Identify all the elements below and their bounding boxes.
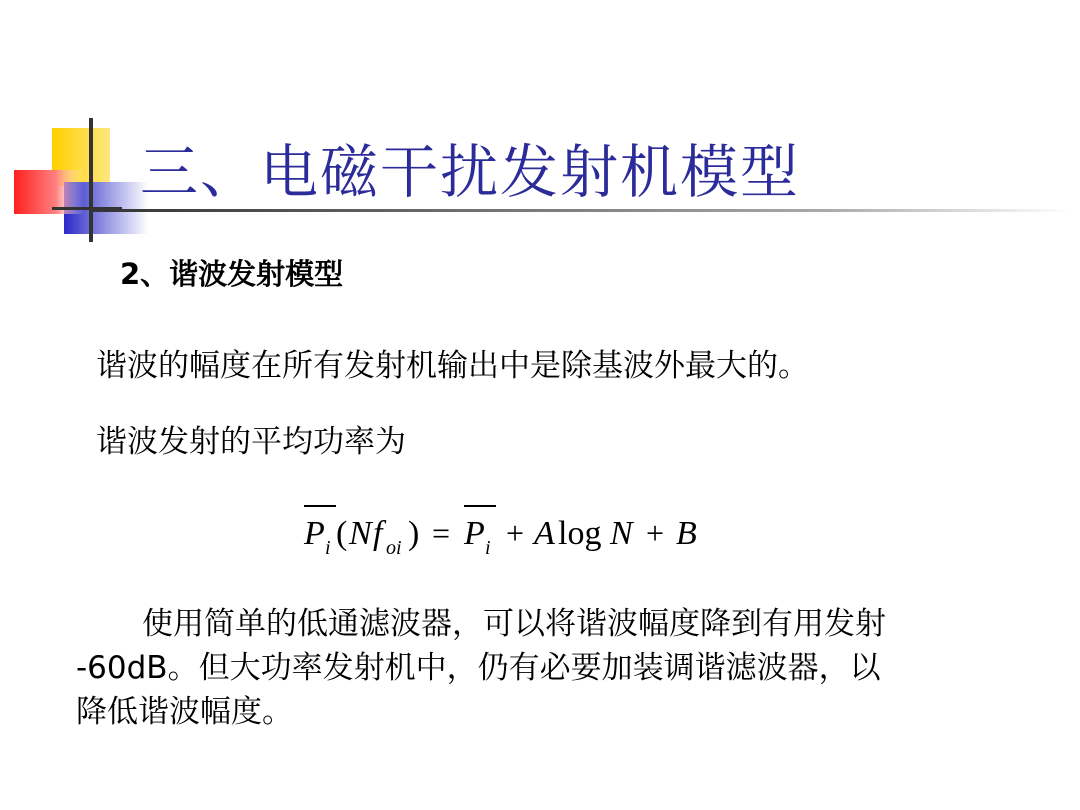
const-B: B (676, 515, 697, 552)
power-formula (300, 500, 740, 570)
body-line-3: 降低谐波幅度。 (76, 694, 293, 730)
deco-vertical-line (89, 118, 93, 242)
slide-title: 三、电磁干扰发射机模型 (140, 138, 801, 206)
rhs-subscript: i (485, 537, 491, 559)
lhs-symbol: P (304, 515, 325, 552)
lhs-paren-open: ( (336, 515, 348, 552)
body-line-2 (76, 646, 1006, 690)
coef-A: A (534, 515, 555, 552)
paragraph-harmonic-amplitude: 谐波的幅度在所有发射机输出中是除基波外最大的。 (96, 348, 809, 384)
rhs-symbol: P (464, 515, 485, 552)
log-function: log (558, 515, 602, 552)
attenuation-value: -60dB (76, 650, 168, 686)
lhs-paren-close: ) (408, 515, 420, 552)
section-subtitle: 2、谐波发射模型 (120, 257, 344, 291)
title-decoration (0, 0, 1080, 260)
plus-sign-1: + (506, 515, 525, 551)
lhs-subscript: i (325, 537, 331, 559)
plus-sign-2: + (646, 515, 665, 551)
lhs-f: f (373, 515, 383, 552)
paragraph-average-power: 谐波发射的平均功率为 (96, 424, 406, 460)
body-paragraph (76, 602, 1006, 734)
body-line-2-text: 。但大功率发射机中，仍有必要加装调谐滤波器，以 (167, 650, 881, 686)
equals-sign: = (432, 515, 451, 551)
lhs-N: N (349, 515, 372, 552)
lhs-f-subscript: oi (386, 537, 402, 559)
log-argument: N (610, 515, 633, 552)
body-line-1: 使用简单的低通滤波器，可以将谐波幅度降到有用发射 (142, 606, 886, 642)
